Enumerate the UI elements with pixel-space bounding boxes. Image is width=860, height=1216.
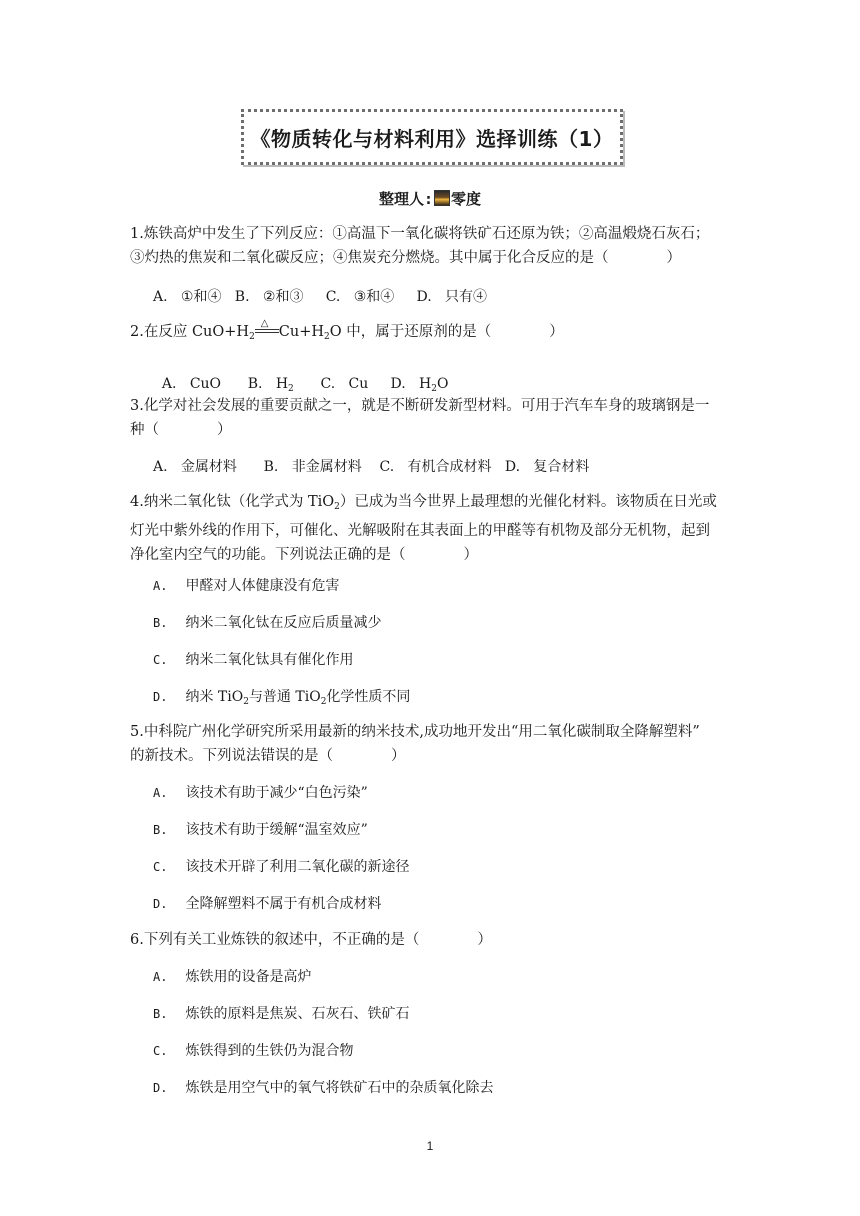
question-4-option-a-text: 甲醛对人体健康没有危害 — [185, 578, 340, 594]
question-2-option-d-sub: 2 — [431, 384, 437, 394]
heating-triangle-icon: △ — [260, 318, 269, 329]
question-6-option-a-text: 炼铁用的设备是高炉 — [185, 969, 312, 985]
question-5-option-c — [153, 856, 409, 876]
question-2-sub-2: 2 — [324, 332, 330, 342]
question-2-option-d: D. H — [390, 376, 432, 392]
question-6-option-d — [153, 1077, 493, 1097]
option-letter: C. — [153, 860, 168, 874]
question-6-option-c-text: 炼铁得到的生铁仍为混合物 — [185, 1043, 354, 1059]
question-4-option-d-a: 纳米 TiO — [185, 689, 244, 705]
question-2-option-d-tail: O — [436, 376, 449, 392]
question-5-line-2: 的新技术。下列说法错误的是（ ） — [130, 748, 406, 764]
question-2-suffix: O 中，属于还原剂的是（ ） — [329, 324, 564, 340]
question-2-prefix: 2.在反应 CuO+H — [130, 324, 250, 340]
page-number: 1 — [426, 1139, 434, 1153]
question-4-option-b — [153, 612, 381, 632]
question-5-option-d-text: 全降解塑料不属于有机合成材料 — [185, 896, 382, 912]
question-4-line-1-sub: 2 — [334, 502, 340, 512]
question-5-option-b-text: 该技术有助于缓解“温室效应” — [185, 822, 368, 838]
document-title: 《物质转化与材料利用》选择训练（1） — [250, 126, 614, 151]
question-6-option-c — [153, 1040, 353, 1060]
question-2-option-b: B. H — [247, 376, 289, 392]
question-3-line-1: 3.化学对社会发展的重要贡献之一，就是不断研发新型材料。可用于汽车车身的玻璃钢是一 — [130, 398, 710, 414]
question-6-option-b-text: 炼铁的原料是焦炭、石灰石、铁矿石 — [185, 1006, 410, 1022]
question-5-option-b — [153, 819, 368, 839]
question-4-option-d-tail: 化学性质不同 — [326, 689, 411, 705]
question-2-option-c: C. Cu — [320, 376, 369, 392]
question-1-line-2: ③灼热的焦炭和二氧化碳反应；④焦炭充分燃烧。其中属于化合反应的是（ ） — [130, 250, 681, 266]
author-line — [0, 188, 860, 209]
author-name: 零度 — [451, 190, 482, 208]
question-4-line-1 — [130, 490, 730, 519]
question-4-option-d — [153, 686, 410, 707]
option-letter: B. — [153, 823, 168, 837]
question-4-option-d-sub-2: 2 — [320, 697, 327, 707]
option-letter: A. — [153, 579, 168, 593]
option-letter: B. — [153, 1007, 168, 1021]
question-2-mid: Cu+H — [278, 324, 325, 340]
option-letter: C. — [153, 1044, 168, 1058]
option-letter: B. — [153, 616, 168, 630]
question-2-options — [153, 360, 448, 394]
question-2-option-b-sub: 2 — [288, 384, 294, 394]
question-1-line-1: 1.炼铁高炉中发生了下列反应：①高温下一氧化碳将铁矿石还原为铁；②高温煅烧石灰石； — [130, 226, 710, 242]
heating-condition — [255, 320, 279, 344]
question-4-line-2: 灯光中紫外线的作用下，可催化、光解吸附在其表面上的甲醛等有机物及部分无机物，起到 — [130, 523, 710, 539]
question-6-option-d-text: 炼铁是用空气中的氧气将铁矿石中的杂质氧化除去 — [185, 1080, 494, 1096]
title-box — [241, 109, 623, 165]
question-4-line-1-b: ）已成为当今世界上最理想的光催化材料。该物质在日光或 — [339, 494, 717, 510]
question-6-option-b — [153, 1003, 409, 1023]
question-3 — [130, 394, 730, 442]
question-5 — [130, 720, 730, 768]
option-letter: A. — [153, 786, 168, 800]
question-4-option-c-text: 纳米二氧化钛具有催化作用 — [185, 652, 354, 668]
question-2-sub-1: 2 — [249, 332, 255, 342]
question-5-line-1: 5.中科院广州化学研究所采用最新的纳米技术,成功地开发出“用二氧化碳制取全降解塑料” — [130, 724, 700, 740]
question-6-option-a — [153, 966, 311, 986]
option-letter: C. — [153, 653, 168, 667]
question-2 — [130, 320, 730, 349]
question-4 — [130, 490, 730, 567]
question-4-line-3: 净化室内空气的功能。下列说法正确的是（ ） — [130, 547, 478, 563]
question-3-options: A. 金属材料 B. 非金属材料 C. 有机合成材料 D. 复合材料 — [153, 459, 590, 475]
question-4-option-c — [153, 649, 353, 669]
question-6-line-1: 6.下列有关工业炼铁的叙述中，不正确的是（ ） — [130, 932, 492, 948]
question-5-option-a-text: 该技术有助于减少“白色污染” — [185, 785, 368, 801]
question-6 — [130, 928, 730, 952]
option-letter: A. — [153, 970, 168, 984]
question-4-line-1-a: 4.纳米二氧化钛（化学式为 TiO — [130, 494, 335, 510]
question-4-option-a — [153, 575, 339, 595]
question-1-options: A. ①和④ B. ②和③ C. ③和④ D. 只有④ — [153, 289, 488, 305]
question-4-option-d-sub-1: 2 — [243, 697, 249, 707]
option-letter: D. — [153, 1081, 168, 1095]
question-1 — [130, 222, 730, 270]
question-5-option-c-text: 该技术开辟了利用二氧化碳的新途径 — [185, 859, 410, 875]
question-4-option-b-text: 纳米二氧化钛在反应后质量减少 — [185, 615, 382, 631]
question-3-line-2: 种（ ） — [130, 422, 232, 438]
question-2-option-a: A. CuO — [161, 376, 222, 392]
question-5-option-a — [153, 782, 368, 802]
option-letter: D. — [153, 897, 168, 911]
option-letter: D. — [153, 690, 168, 704]
question-4-option-d-mid: 与普通 TiO — [248, 689, 321, 705]
question-5-option-d — [153, 893, 381, 913]
author-label: 整理人: — [378, 190, 433, 208]
author-avatar — [434, 190, 450, 206]
